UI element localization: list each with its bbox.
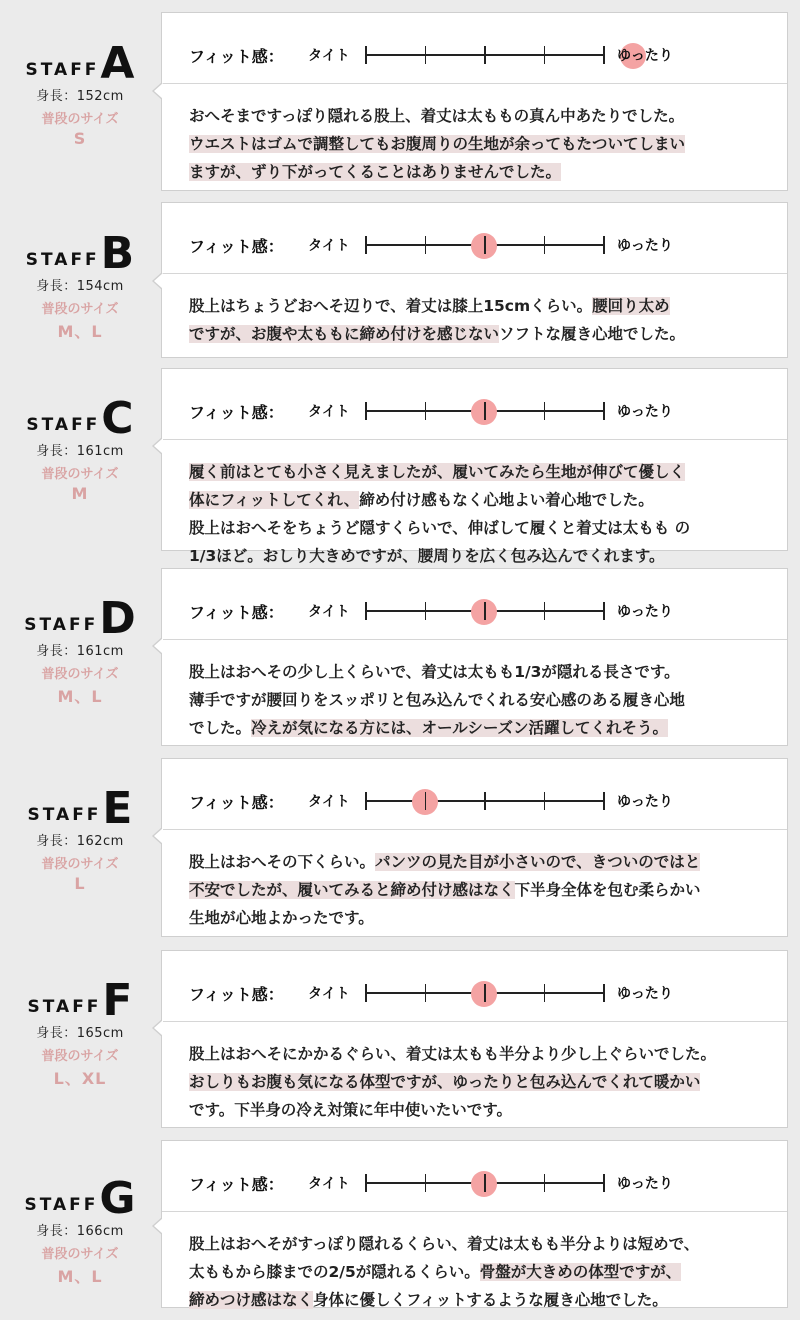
usual-size-value: M、L [57, 1267, 103, 1287]
staff-word: STAFF [25, 60, 100, 81]
staff-letter: B [100, 228, 135, 279]
usual-size-label: 普段のサイズ [41, 1049, 119, 1065]
review-line [189, 658, 787, 686]
review-card [161, 568, 788, 746]
fit-label: フィット感： [189, 1175, 284, 1194]
review-text [162, 440, 787, 570]
review-line [189, 1040, 787, 1068]
fit-scale-tick [603, 236, 605, 254]
staff-name [0, 228, 160, 279]
staff-info [0, 975, 160, 1089]
review-text-segment: ソフトな履き心地でした。 [499, 325, 686, 343]
review-card [161, 950, 788, 1128]
fit-scale-tick [603, 1174, 605, 1192]
fit-label: フィット感： [189, 47, 284, 66]
review-line [189, 158, 787, 186]
review-card [161, 368, 788, 565]
fit-scale-tick [484, 1174, 486, 1192]
review-line [189, 1258, 787, 1286]
review-text [162, 274, 787, 348]
fit-scale-tick [484, 602, 486, 620]
review-card [161, 758, 788, 937]
staff-word: STAFF [25, 250, 100, 271]
usual-size-value: L [74, 874, 86, 894]
usual-size-value: M、L [57, 322, 103, 342]
staff-height: 身長：166cm [36, 1224, 124, 1240]
staff-height: 身長：165cm [36, 1026, 124, 1042]
fit-scale-tick [544, 792, 546, 810]
fit-scale-tick [365, 602, 367, 620]
staff-info [0, 393, 160, 504]
fit-tight-label: タイト [308, 986, 350, 1002]
staff-height: 身長：154cm [36, 279, 124, 295]
fit-loose-label: ゆったり [617, 238, 673, 254]
fit-scale-tick [544, 402, 546, 420]
staff-letter: G [99, 1173, 136, 1224]
fit-loose-label: ゆったり [617, 404, 673, 420]
review-text [162, 640, 787, 742]
staff-height: 身長：162cm [36, 834, 124, 850]
usual-size-value: M [71, 484, 89, 504]
review-line [189, 686, 787, 714]
review-line [189, 102, 787, 130]
staff-word: STAFF [27, 805, 102, 826]
highlighted-text: ですが、お腹や太ももに締め付けを感じない [189, 325, 500, 343]
staff-letter: D [99, 593, 136, 644]
fit-meter [162, 369, 787, 440]
highlighted-text: 冷えが気になる方には、オールシーズン活躍してくれそう。 [251, 719, 669, 737]
review-line [189, 292, 787, 320]
fit-meter [162, 1141, 787, 1212]
fit-scale [365, 400, 605, 422]
staff-word: STAFF [26, 415, 101, 436]
fit-loose-label: ゆったり [617, 794, 673, 810]
review-text [162, 84, 787, 186]
highlighted-text: パンツの見た目が小さいので、きついのではと [375, 853, 701, 871]
review-line [189, 714, 787, 742]
fit-scale [365, 982, 605, 1004]
fit-loose-label: ゆったり [617, 1176, 673, 1192]
fit-scale-tick [484, 792, 486, 810]
staff-word: STAFF [24, 1195, 99, 1216]
usual-size-label: 普段のサイズ [41, 467, 119, 483]
review-text [162, 1212, 787, 1314]
fit-scale-tick [425, 984, 427, 1002]
fit-tight-label: タイト [308, 794, 350, 810]
review-line [189, 486, 787, 514]
fit-tight-label: タイト [308, 238, 350, 254]
fit-scale-tick [425, 46, 427, 64]
fit-scale [365, 600, 605, 622]
staff-height: 身長：161cm [36, 444, 124, 460]
staff-letter: C [101, 393, 134, 444]
review-line [189, 848, 787, 876]
staff-name [0, 783, 160, 834]
highlighted-text: おしりもお腹も気になる体型ですが、ゆったりと包み込んでくれて暖かい [189, 1073, 701, 1091]
usual-size-label: 普段のサイズ [41, 857, 119, 873]
staff-word: STAFF [24, 615, 99, 636]
highlighted-text: ますが、ずり下がってくることはありませんでした。 [189, 163, 562, 181]
staff-info [0, 38, 160, 149]
highlighted-text: 腰回り太め [592, 297, 670, 315]
fit-scale [365, 234, 605, 256]
fit-scale-tick [365, 984, 367, 1002]
review-card [161, 1140, 788, 1308]
review-text-segment: おへそまですっぽり隠れる股上、着丈は太ももの真ん中あたりでした。 [189, 107, 685, 125]
fit-scale-tick [484, 984, 486, 1002]
fit-scale-tick [365, 46, 367, 64]
review-text-segment: です。下半身の冷え対策に年中使いたいです。 [189, 1101, 513, 1119]
review-text-segment: 太ももから膝までの2/5が隠れるくらい。 [189, 1263, 480, 1281]
fit-meter [162, 13, 787, 84]
staff-letter: E [102, 783, 133, 834]
fit-scale-tick [544, 236, 546, 254]
staff-name [0, 38, 160, 89]
review-line [189, 1286, 787, 1314]
usual-size-value: L、XL [53, 1069, 107, 1089]
fit-tight-label: タイト [308, 604, 350, 620]
review-text-segment: 股上はおへそにかかるぐらい、着丈は太もも半分より少し上ぐらいでした。 [189, 1045, 717, 1063]
fit-scale-tick [603, 602, 605, 620]
fit-scale-tick [603, 792, 605, 810]
fit-scale-tick [484, 46, 486, 64]
review-line [189, 130, 787, 158]
fit-loose-label: ゆったり [617, 604, 673, 620]
fit-scale-tick [603, 402, 605, 420]
fit-scale-tick [365, 236, 367, 254]
fit-scale-tick [544, 602, 546, 620]
fit-scale-tick [484, 402, 486, 420]
review-line [189, 876, 787, 904]
review-text-segment: 股上はおへその少し上くらいで、着丈は太もも1/3が隠れる長さです。 [189, 663, 680, 681]
fit-scale-tick [544, 984, 546, 1002]
fit-tight-label: タイト [308, 404, 350, 420]
review-line [189, 904, 787, 932]
fit-scale-tick [365, 402, 367, 420]
review-line [189, 320, 787, 348]
fit-scale-tick [544, 46, 546, 64]
review-text-segment: 股上はおへそがすっぽり隠れるくらい、着丈は太もも半分よりは短めで、 [189, 1235, 700, 1253]
staff-letter: A [100, 38, 135, 89]
review-text-segment: 股上はちょうどおへそ辺りで、着丈は膝上15cmくらい。 [189, 297, 593, 315]
fit-meter [162, 569, 787, 640]
highlighted-text: ウエストはゴムで調整してもお腹周りの生地が余ってもたついてしまい [189, 135, 686, 153]
staff-name [0, 975, 160, 1026]
usual-size-label: 普段のサイズ [41, 112, 119, 128]
fit-loose-label: ゆったり [617, 48, 673, 64]
usual-size-label: 普段のサイズ [41, 302, 119, 318]
review-line [189, 458, 787, 486]
usual-size-label: 普段のサイズ [41, 667, 119, 683]
highlighted-text: 骨盤が大きめの体型ですが、 [479, 1263, 682, 1281]
staff-name [0, 593, 160, 644]
fit-scale-tick [603, 984, 605, 1002]
review-card [161, 202, 788, 358]
fit-meter [162, 951, 787, 1022]
review-text-segment: でした。 [189, 719, 252, 737]
fit-scale-tick [425, 792, 427, 810]
staff-info [0, 1173, 160, 1287]
usual-size-value: S [73, 129, 87, 149]
fit-scale [365, 44, 605, 66]
staff-height: 身長：152cm [36, 89, 124, 105]
fit-tight-label: タイト [308, 1176, 350, 1192]
review-text-segment: 締め付け感もなく心地よい着心地でした。 [359, 491, 654, 509]
fit-label: フィット感： [189, 985, 284, 1004]
review-text [162, 830, 787, 932]
staff-info [0, 593, 160, 707]
fit-label: フィット感： [189, 793, 284, 812]
review-line [189, 1230, 787, 1258]
fit-label: フィット感： [189, 403, 284, 422]
fit-scale-tick [603, 46, 605, 64]
staff-info [0, 783, 160, 894]
highlighted-text: 締めつけ感はなく [189, 1291, 314, 1309]
fit-scale-tick [425, 602, 427, 620]
review-text-segment: 身体に優しくフィットするような履き心地でした。 [313, 1291, 668, 1309]
usual-size-value: M、L [57, 687, 103, 707]
fit-label: フィット感： [189, 603, 284, 622]
review-text-segment: 生地が心地よかったです。 [189, 909, 374, 927]
review-text-segment: 股上はおへそをちょうど隠すくらいで、伸ばして履くと着丈は太もも の [189, 519, 691, 537]
review-line [189, 514, 787, 542]
fit-scale [365, 1172, 605, 1194]
fit-scale-tick [365, 792, 367, 810]
review-text-segment: 下半身全体を包む柔らかい [514, 881, 701, 899]
fit-tight-label: タイト [308, 48, 350, 64]
staff-info [0, 228, 160, 342]
review-text [162, 1022, 787, 1124]
fit-scale-tick [425, 402, 427, 420]
review-line [189, 1096, 787, 1124]
highlighted-text: 履く前はとても小さく見えましたが、履いてみたら生地が伸びて優しく [189, 463, 686, 481]
review-text-segment: 1/3ほど。おしり大きめですが、腰周りを広く包み込んでくれます。 [189, 547, 665, 565]
fit-scale-tick [365, 1174, 367, 1192]
fit-scale-tick [425, 1174, 427, 1192]
review-text-segment: 薄手ですが腰回りをスッポリと包み込んでくれる安心感のある履き心地 [189, 691, 685, 709]
fit-loose-label: ゆったり [617, 986, 673, 1002]
staff-name [0, 1173, 160, 1224]
fit-scale-tick [484, 236, 486, 254]
highlighted-text: 不安でしたが、履いてみると締め付け感はなく [189, 881, 515, 899]
staff-word: STAFF [27, 997, 102, 1018]
highlighted-text: 体にフィットしてくれ、 [189, 491, 360, 509]
review-card [161, 12, 788, 191]
staff-letter: F [102, 975, 133, 1026]
fit-label: フィット感： [189, 237, 284, 256]
usual-size-label: 普段のサイズ [41, 1247, 119, 1263]
fit-scale [365, 790, 605, 812]
fit-scale-tick [544, 1174, 546, 1192]
staff-name [0, 393, 160, 444]
review-line [189, 1068, 787, 1096]
fit-scale-tick [425, 236, 427, 254]
review-line [189, 542, 787, 570]
fit-meter [162, 759, 787, 830]
fit-meter [162, 203, 787, 274]
staff-height: 身長：161cm [36, 644, 124, 660]
review-text-segment: 股上はおへその下くらい。 [189, 853, 376, 871]
